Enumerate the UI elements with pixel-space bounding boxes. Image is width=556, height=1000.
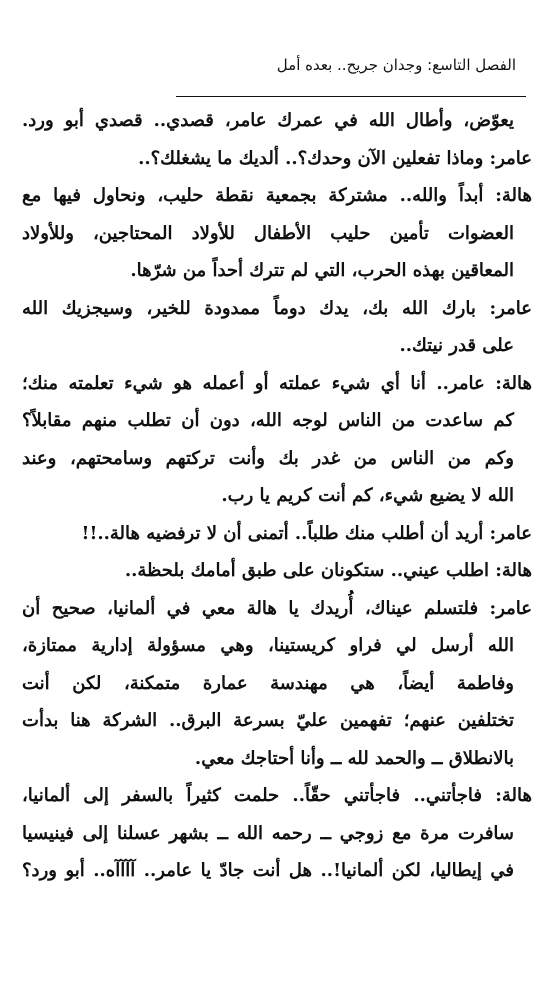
- text-line: هالة: اطلب عيني.. ستكونان على طبق أمامك بلحظة..: [124, 560, 532, 581]
- header-rule: [176, 96, 526, 97]
- text-line: العضوات تأمين حليب الأطفال للأولاد المحتاجين، وللأولاد: [22, 222, 514, 244]
- text-line: هالة: عامر.. أنا أي شيء عملته أو أعمله هو شيء تعلمته منك؛: [22, 372, 532, 394]
- text-line: وكم من الناس من غدر بك وأنت تركتهم وسامحتهم، وعند: [22, 447, 514, 469]
- text-line: وفاطمة أيضاً، هي مهندسة عمارة متمكنة، لكن أنت: [22, 672, 514, 694]
- text-line: عامر: بارك الله بك، يدك دوماً ممدودة للخير، وسيجزيك الله: [22, 297, 532, 319]
- text-line: هالة: فاجأتني.. فاجأتني حقّاً.. حلمت كثيراً بالسفر إلى ألمانيا،: [22, 785, 532, 806]
- text-line: على قدر نيتك..: [399, 335, 514, 356]
- running-header: الفصل التاسع: وجدان جريح.. بعده أمل: [276, 56, 516, 74]
- text-line: سافرت مرة مع زوجي ــ رحمه الله ــ بشهر عسلنا إلى فينيسيا: [22, 822, 514, 844]
- text-line: تختلفين عنهم؛ تفهمين عليّ بسرعة البرق.. الشركة هنا بدأت: [22, 710, 514, 731]
- text-line: عامر: أريد أن أطلب منك طلباً.. أتمنى أن لا ترفضيه هالة..!!: [81, 522, 532, 544]
- text-line: في إيطاليا، لكن ألمانيا!.. هل أنت جادّ يا عامر.. آآآآه.. أبو ورد؟: [22, 860, 514, 881]
- text-line: كم ساعدت من الناس لوجه الله، دون أن تطلب منهم مقابلاً؟: [22, 410, 514, 431]
- body-text: [22, 102, 532, 890]
- text-line: المعاقين بهذه الحرب، التي لم تترك أحداً من شرّها.: [130, 260, 514, 281]
- text-line: يعوّض، وأطال الله في عمرك عامر، قصدي.. قصدي أبو ورد.: [22, 110, 514, 131]
- text-line: هالة: أبداً والله.. مشتركة بجمعية نقطة حليب، ونحاول فيها مع: [22, 185, 532, 206]
- text-line: الله لا يضيع شيء، كم أنت كريم يا رب.: [221, 485, 514, 506]
- text-line: عامر: وماذا تفعلين الآن وحدك؟.. ألديك ما يشغلك؟..: [138, 147, 532, 169]
- text-line: الله أرسل لي فراو كريستينا، وهي مسؤولة إدارية ممتازة،: [22, 635, 514, 656]
- text-line: عامر: فلتسلم عيناك، أُريدك يا هالة معي في ألمانيا، صحيح أن: [22, 597, 532, 619]
- text-line: بالانطلاق ــ والحمد لله ــ وأنا أحتاجك معي.: [194, 747, 514, 769]
